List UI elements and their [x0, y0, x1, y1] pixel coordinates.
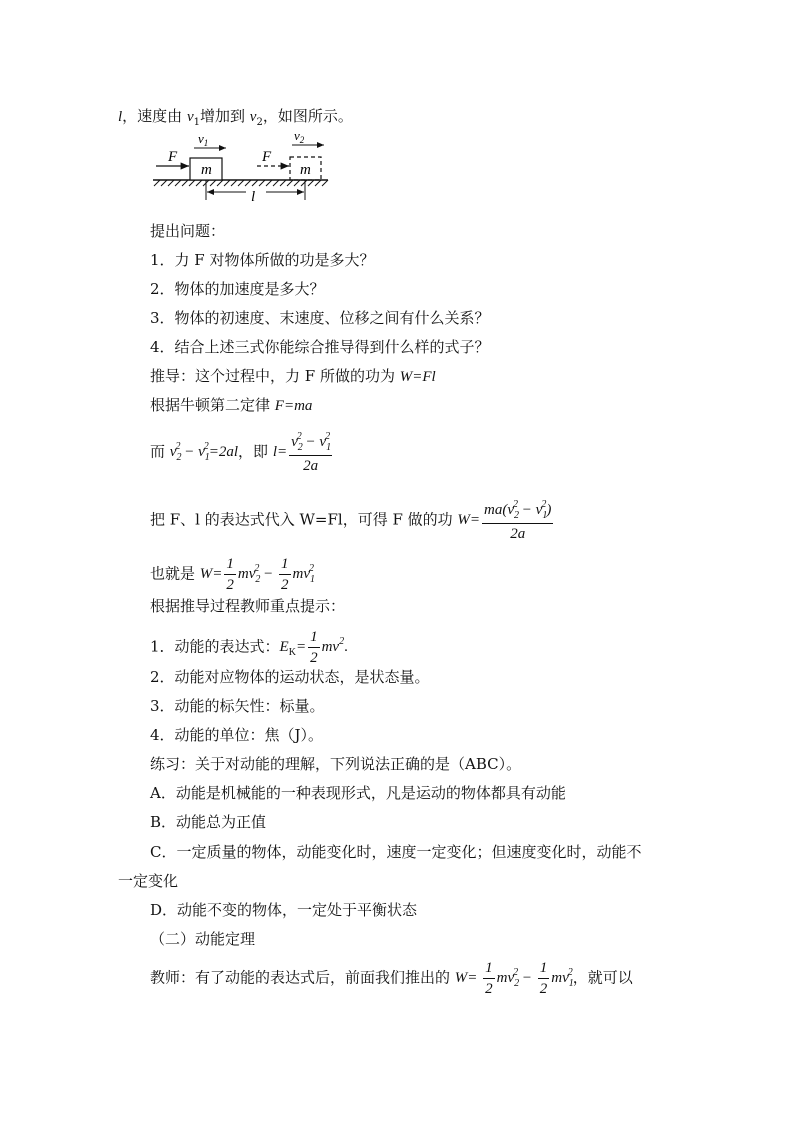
derivation-kinematics	[150, 432, 334, 474]
intro-text-b: 增加到	[200, 107, 250, 125]
substitute-formula: W= $\frac{ma(v_2^2 - v_1^2)}{2a}$	[457, 499, 552, 542]
result-formula: W= $\frac{1}{2}$ $mv_2^2$ − $\frac{1}{2}$ $mv_1^2$	[199, 556, 316, 593]
exercise-question: 练习：关于对动能的理解，下列说法正确的是（ABC）。	[150, 755, 522, 773]
derivation-newton-text: 根据牛顿第二定律	[150, 396, 275, 414]
force-label-final: F	[262, 149, 272, 165]
tip-2: 2．动能对应物体的运动状态，是状态量。	[150, 668, 430, 686]
teacher-formula: W= $\frac{1}{2}$ $mv_2^2$ − $\frac{1}{2}$ $mv_1^2$	[454, 960, 574, 997]
exercise-option-d: D．动能不变的物体，一定处于平衡状态	[150, 901, 418, 919]
distance-label: l	[251, 189, 256, 205]
question-2: 2．物体的加速度是多大？	[150, 280, 325, 298]
question-4: 4．结合上述三式你能综合推导得到什么样的式子？	[150, 338, 490, 356]
exercise-option-b: B．动能总为正值	[150, 813, 267, 831]
derivation-work-text: 推导：这个过程中，力 F 所做的功为	[150, 367, 400, 385]
derivation-work	[150, 367, 436, 386]
tip-3: 3．动能的标矢性：标量。	[150, 697, 325, 715]
teacher-text: 教师：有了动能的表达式后，前面我们推出的	[150, 968, 455, 987]
intro-text-c: ，如图所示。	[262, 107, 353, 125]
work-formula: W=Fl	[399, 369, 436, 385]
tips-heading: 根据推导过程教师重点提示：	[150, 597, 346, 615]
tip-1-text: 1．动能的表达式：	[150, 637, 280, 656]
motion-diagram	[150, 128, 335, 206]
var-v1: v	[186, 109, 194, 125]
var-v2-sub: 2	[256, 117, 263, 128]
teacher-statement	[150, 961, 633, 997]
substitute-text: 把 F、l 的表达式代入 W=Fl，可得 F 做的功	[150, 510, 458, 529]
force-label-initial: F	[168, 149, 178, 165]
velocity-label-final: $v_2$	[294, 128, 305, 145]
mass-label-final: m	[300, 162, 311, 178]
kinematics-formula: $v_2^2 - v_1^2=2al$	[169, 441, 239, 464]
derivation-substitute	[150, 500, 555, 542]
questions-heading: 提出问题：	[150, 222, 226, 240]
exercise-option-c: C．一定质量的物体，动能变化时，速度一定变化；但速度变化时，动能不	[150, 843, 642, 861]
question-1: 1．力 F 对物体所做的功是多大？	[150, 251, 375, 269]
displacement-formula: l= $\frac{v_2^2 - v_1^2}{2a}$	[272, 431, 332, 474]
question-3: 3．物体的初速度、末速度、位移之间有什么关系？	[150, 309, 490, 327]
kinetic-energy-formula: $E_K=$ $\frac{1}{2}$ $mv^2$.	[279, 629, 348, 666]
velocity-label-initial: $v_1$	[198, 131, 209, 148]
ground-hatching	[154, 180, 328, 186]
kinematics-mid: ，即	[238, 442, 273, 461]
var-l: l	[118, 109, 123, 125]
section-heading: （二）动能定理	[150, 930, 256, 948]
kinematics-prefix: 而	[150, 442, 170, 461]
var-v2: v	[249, 109, 257, 125]
tip-4: 4．动能的单位：焦（J）。	[150, 726, 324, 744]
intro-text-a: ，速度由	[122, 107, 187, 125]
mass-label-initial: m	[201, 162, 212, 178]
exercise-option-a: A．动能是机械能的一种表现形式，凡是运动的物体都具有动能	[150, 784, 566, 802]
newton-formula: F=ma	[274, 398, 313, 414]
derivation-newton	[150, 396, 312, 415]
derivation-result	[150, 557, 314, 593]
var-v1-sub: 1	[193, 117, 200, 128]
exercise-option-c-continued: 一定变化	[118, 872, 179, 890]
tip-1	[150, 630, 348, 666]
result-text: 也就是	[150, 564, 200, 583]
teacher-tail: ，就可以	[572, 968, 633, 987]
